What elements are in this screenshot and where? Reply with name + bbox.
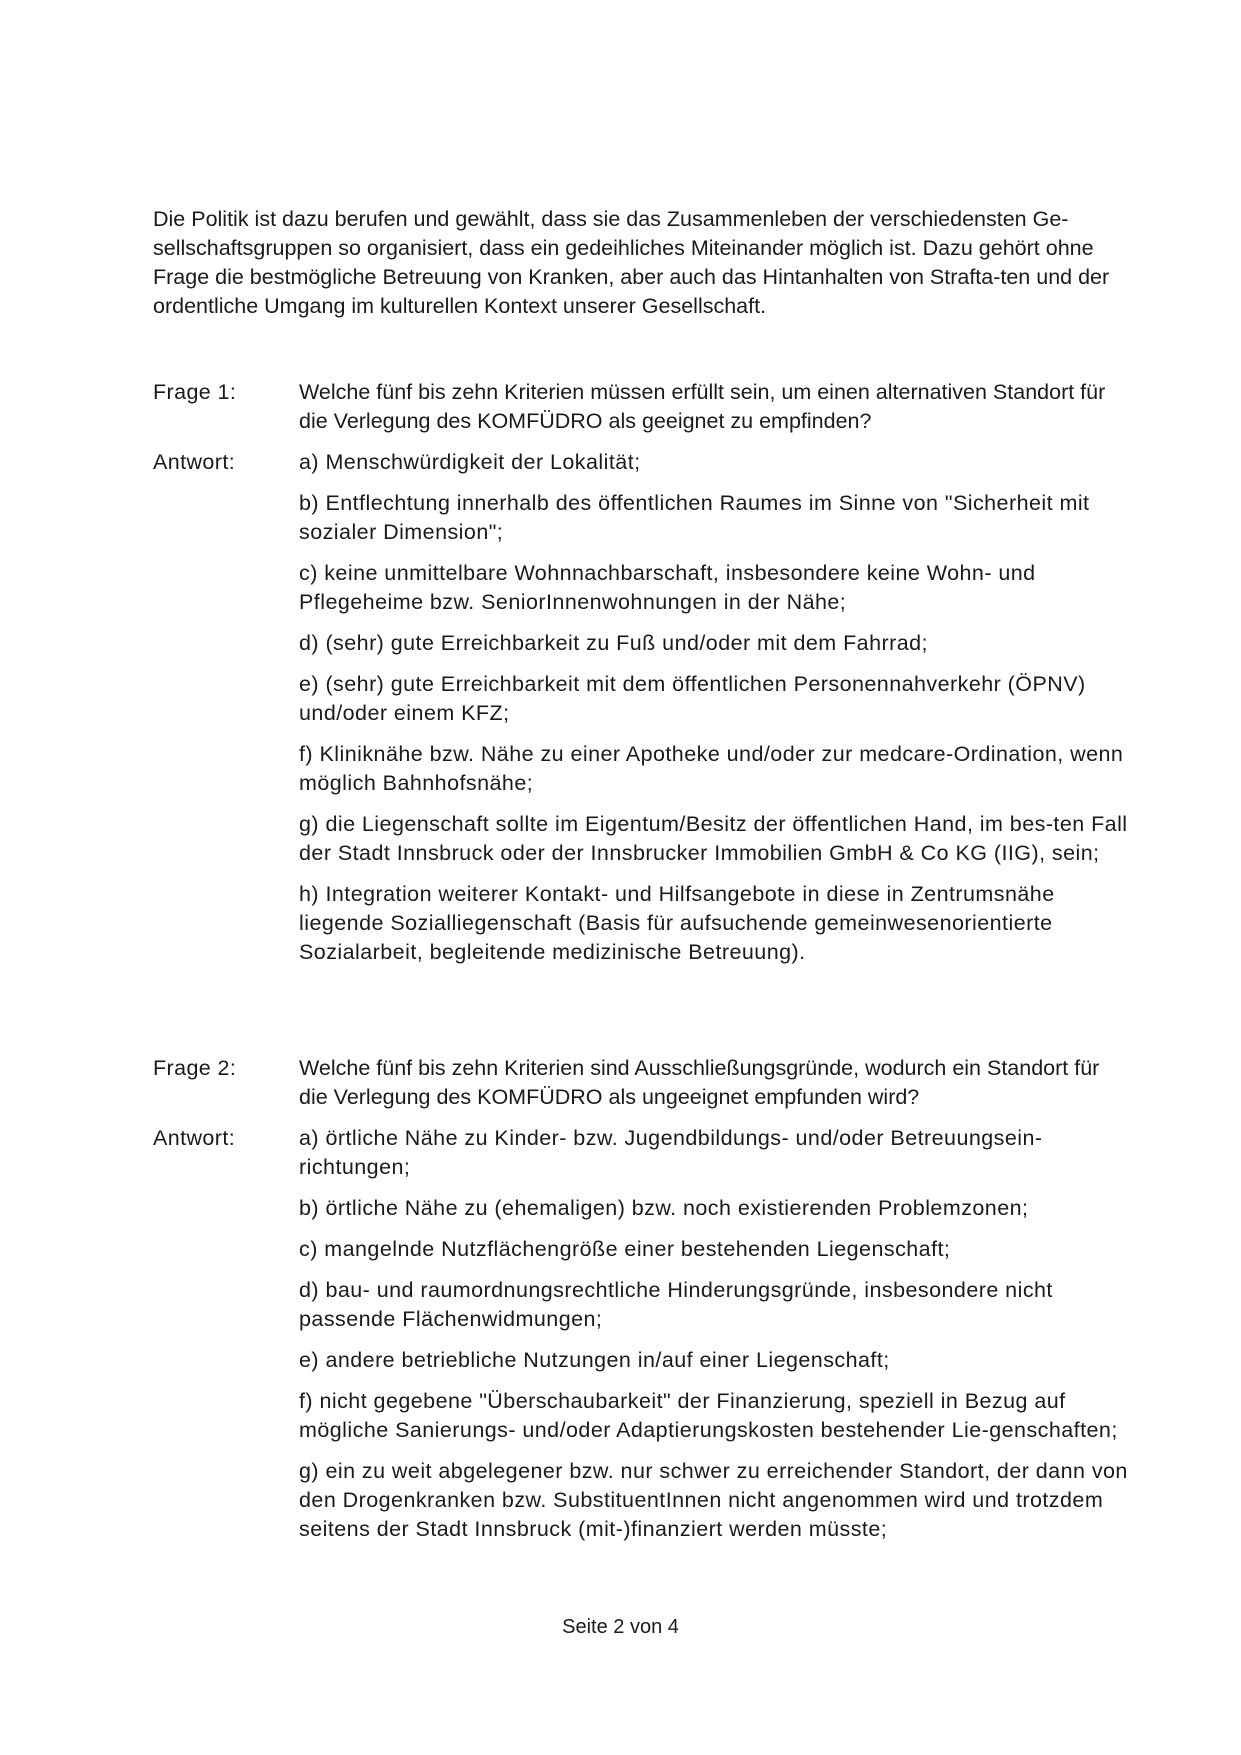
- answer-1-item-h: h) Integration weiterer Kontakt- und Hilfsangebote in diese in Zentrumsnähe liegende Sozialliegenschaft (Basis für aufsuchende gemeinwesenorientierte Sozialarbeit, begleitende medizinische Betreuung).: [299, 882, 1055, 964]
- question-1-block: [153, 378, 1133, 979]
- answer-2-item-c: c) mangelnde Nutzflächengröße einer bestehenden Liegenschaft;: [299, 1237, 951, 1261]
- answer-2-list: [299, 1124, 1129, 1556]
- answer-1-item-a: a) Menschwürdigkeit der Lokalität;: [299, 450, 641, 474]
- page-number-footer: Seite 2 von 4: [562, 1616, 679, 1638]
- answer-1-item-b: b) Entflechtung innerhalb des öffentlichen Raumes im Sinne von "Sicherheit mit sozialer Dimension";: [299, 491, 1090, 544]
- question-2-block: [153, 1054, 1133, 1556]
- answer-2-row: [153, 1124, 1133, 1556]
- answer-1-item-f: f) Kliniknähe bzw. Nähe zu einer Apotheke und/oder zur medcare-Ordination, wenn möglich Bahnhofsnähe;: [299, 742, 1124, 795]
- question-1-label: Frage 1:: [153, 380, 237, 404]
- answer-2-item-d: d) bau- und raumordnungsrechtliche Hinderungsgründe, insbesondere nicht passende Flächenwidmungen;: [299, 1278, 1053, 1331]
- answer-1-list: [299, 448, 1129, 979]
- question-1-text: Welche fünf bis zehn Kriterien müssen erfüllt sein, um einen alternativen Standort für die Verlegung des KOMFÜDRO als geeignet zu empfinden?: [299, 380, 1106, 433]
- answer-1-item-g: g) die Liegenschaft sollte im Eigentum/Besitz der öffentlichen Hand, im bes-ten Fall der Stadt Innsbruck oder der Innsbrucker Immobilien GmbH & Co KG (IIG), sein;: [299, 812, 1128, 865]
- answer-1-row: [153, 448, 1133, 979]
- question-2-row: [153, 1054, 1133, 1112]
- question-2-label: Frage 2:: [153, 1056, 237, 1080]
- answer-2-item-a: a) örtliche Nähe zu Kinder- bzw. Jugendbildungs- und/oder Betreuungsein-richtungen;: [299, 1126, 1043, 1179]
- answer-2-item-g: g) ein zu weit abgelegener bzw. nur schwer zu erreichender Standort, der dann von den Drogenkranken bzw. SubstituentInnen nicht angenommen wird und trotzdem seitens der Stadt Innsbruck (mit-)finanziert werden müsste;: [299, 1459, 1128, 1541]
- question-2-text: Welche fünf bis zehn Kriterien sind Ausschließungsgründe, wodurch ein Standort für die Verlegung des KOMFÜDRO als ungeeignet empfunden wird?: [299, 1056, 1100, 1109]
- answer-2-item-b: b) örtliche Nähe zu (ehemaligen) bzw. noch existierenden Problemzonen;: [299, 1196, 1029, 1220]
- answer-1-item-d: d) (sehr) gute Erreichbarkeit zu Fuß und/oder mit dem Fahrrad;: [299, 631, 928, 655]
- answer-2-item-f: f) nicht gegebene "Überschaubarkeit" der Finanzierung, speziell in Bezug auf mögliche Sanierungs- und/oder Adaptierungskosten bestehender Lie-genschaften;: [299, 1389, 1118, 1442]
- answer-1-item-e: e) (sehr) gute Erreichbarkeit mit dem öffentlichen Personennahverkehr (ÖPNV) und/oder einem KFZ;: [299, 672, 1086, 725]
- answer-2-label: Antwort:: [153, 1126, 236, 1150]
- question-1-row: [153, 378, 1133, 436]
- intro-paragraph: Die Politik ist dazu berufen und gewählt, dass sie das Zusammenleben der verschiedensten Ge-sellschaftsgruppen so organisiert, dass ein gedeihliches Miteinander möglich ist. Dazu gehört ohne Frage die bestmögliche Betreuung von Kranken, aber auch das Hintanhalten von Strafta-ten und der ordentliche Umgang im kulturellen Kontext unserer Gesellschaft.: [153, 207, 1110, 318]
- answer-1-label: Antwort:: [153, 450, 236, 474]
- answer-1-item-c: c) keine unmittelbare Wohnnachbarschaft, insbesondere keine Wohn- und Pflegeheime bzw. SeniorInnenwohnungen in der Nähe;: [299, 561, 1036, 614]
- answer-2-item-e: e) andere betriebliche Nutzungen in/auf einer Liegenschaft;: [299, 1348, 890, 1372]
